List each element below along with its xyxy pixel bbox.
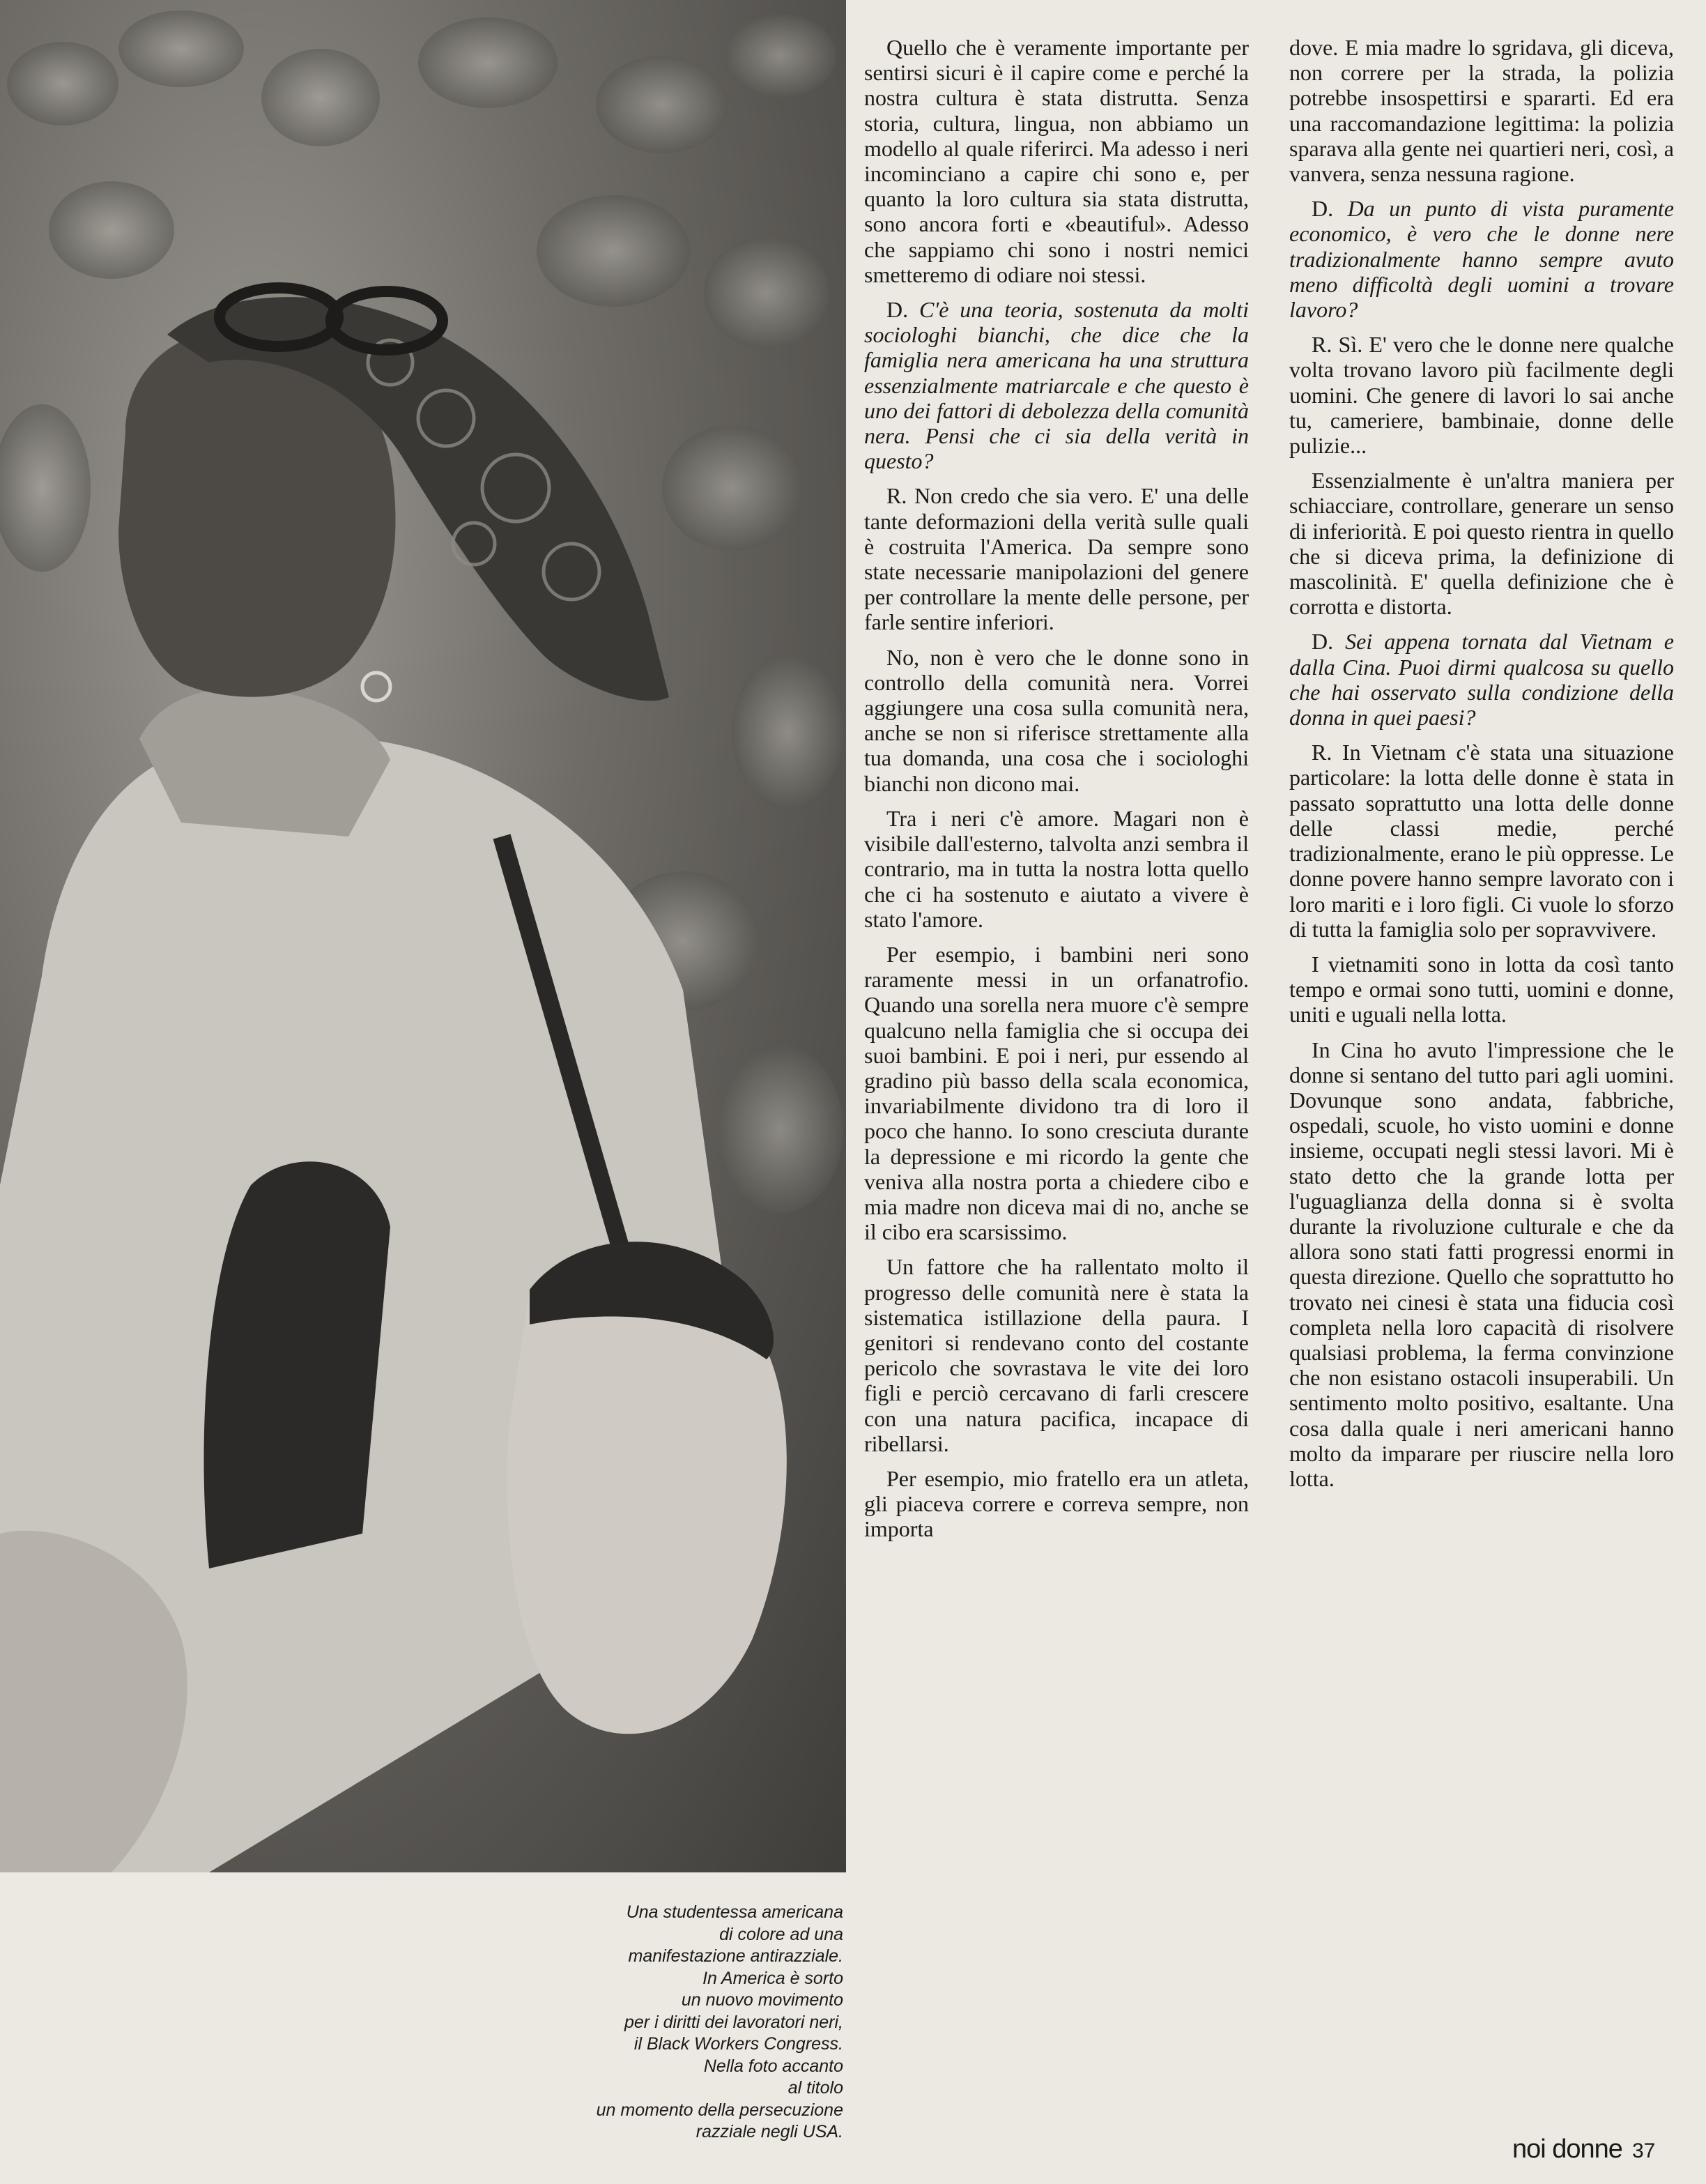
article-paragraph: Essenzialmente è un'altra maniera per schiacciare, controllare, generare un senso di inferiorità. E poi questo rientra in quello che si diceva prima, la definizione di mascolinità. E' quella definizione che è corrotta e distorta. bbox=[1289, 468, 1674, 620]
caption-line: il Black Workers Congress. bbox=[633, 2034, 843, 2054]
question-text: Da un punto di vista puramente economico, è vero che le donne nere tradizionalmente hanno sempre avuto meno difficoltà degli uomini a trovare lavoro? bbox=[1289, 196, 1675, 323]
photo-illustration bbox=[0, 0, 846, 1872]
article-paragraph: In Cina ho avuto l'impressione che le donne si sentano del tutto pari agli uomini. Dovunque sono andata, fabbriche, ospedali, scuole, ho visto uomini e donne insieme, occupati negli stessi lavori. Mi è stato detto che la grande lotta per l'uguaglianza della donna si è svolta durante la rivoluzione culturale e che da allora sono stati fatti progressi enormi in questa direzione. Quello che soprattutto ho trovato nei cinesi è stata una fiducia così completa nella loro capacità di risolvere qualsiasi problema, la ferma convinzione che non esistano ostacoli insuperabili. Un sentimento molto positivo, esaltante. Una cosa dalla quale i neri americani hanno molto da imparare per riuscire nella loro lotta. bbox=[1289, 1037, 1674, 1491]
caption-line: un momento della persecuzione bbox=[596, 2100, 843, 2120]
article-paragraph: Per esempio, i bambini neri sono raramente messi in un orfanatrofio. Quando una sorella nera muore c'è sempre qualcuno nella famiglia che si occupa dei suoi bambini. E poi i neri, pur essendo al gradino più basso della scala economica, invariabilmente dividono tra di loro il poco che hanno. Io sono cresciuta durante la depressione e mi ricordo la gente che veniva alla nostra porta a chiedere cibo e mia madre non diceva mai di no, anche se il cibo era scarsissimo. bbox=[864, 941, 1249, 1245]
caption-line: un nuovo movimento bbox=[681, 1990, 843, 2010]
article-column-2 bbox=[1289, 35, 1674, 1501]
question-marker: D. bbox=[1312, 629, 1346, 655]
article-paragraph: R. In Vietnam c'è stata una situazione particolare: la lotta delle donne è stata in passato soprattutto una lotta delle donne delle classi medie, perché tradizionalmente, erano le più oppresse. Le donne povere hanno sempre lavorato con i loro mariti e i loro figli. Ci vuole lo sforzo di tutta la famiglia solo per sopravvivere. bbox=[1289, 740, 1674, 942]
caption-line: Una studentessa americana bbox=[626, 1902, 843, 1922]
page-footer bbox=[1512, 2135, 1655, 2165]
interview-question bbox=[1289, 629, 1674, 730]
article-paragraph: Tra i neri c'è amore. Magari non è visibile dall'esterno, talvolta anzi sembra il contrario, ma in tutta la nostra lotta quello che ci ha sostenuto e aiutato a vivere è stato l'amore. bbox=[864, 805, 1249, 932]
article-paragraph: dove. E mia madre lo sgridava, gli diceva, non correre per la strada, la polizia potrebbe insospettirsi e spararti. Ed era una raccomandazione legittima: la polizia sparava alla gente nei quartieri neri, così, a vanvera, senza nessuna ragione. bbox=[1289, 35, 1674, 187]
article-paragraph: Per esempio, mio fratello era un atleta, gli piaceva correre e correva sempre, non importa bbox=[864, 1465, 1249, 1542]
question-text: C'è una teoria, sostenuta da molti sociologhi bianchi, che dice che la famiglia nera americana ha una struttura essenzialmente matriarcale e che questo è uno dei fattori di debolezza della comunità nera. Pensi che ci sia della verità in questo? bbox=[864, 297, 1250, 474]
caption-line: In America è sorto bbox=[702, 1968, 843, 1988]
article-column-1 bbox=[864, 35, 1249, 1552]
article-paragraph: Quello che è veramente importante per sentirsi sicuri è il capire come e perché la nostra cultura è stata distrutta. Senza storia, cultura, lingua, non abbiamo un modello al quale riferirci. Ma adesso i neri incominciano a capire chi sono e, per quanto la loro cultura sia stata distrutta, sono ancora forti e «beautiful». Adesso che sappiamo chi sono i nostri nemici smetteremo di odiare noi stessi. bbox=[864, 35, 1249, 287]
page-number: 37 bbox=[1631, 2139, 1656, 2162]
caption-line: al titolo bbox=[787, 2078, 843, 2098]
question-text: Sei appena tornata dal Vietnam e dalla Cina. Puoi dirmi qualcosa su quello che hai osservato sulla condizione della donna in quei paesi? bbox=[1289, 629, 1674, 731]
caption-line: per i diritti dei lavoratori neri, bbox=[624, 2012, 843, 2032]
article-paragraph: No, non è vero che le donne sono in controllo della comunità nera. Vorrei aggiungere una cosa sulla comunità nera, anche se non si riferisce strettamente alla tua domanda, una cosa che i sociologhi bianchi non dicono mai. bbox=[864, 644, 1249, 796]
interview-question bbox=[864, 297, 1249, 473]
interview-question bbox=[1289, 196, 1674, 322]
caption-line: razziale negli USA. bbox=[696, 2122, 843, 2141]
question-marker: D. bbox=[1312, 196, 1348, 222]
article-photo bbox=[0, 0, 846, 1872]
magazine-name: noi donne bbox=[1512, 2135, 1622, 2164]
caption-line: Nella foto accanto bbox=[703, 2056, 843, 2076]
article-paragraph: I vietnamiti sono in lotta da così tanto tempo e ormai sono tutti, uomini e donne, uniti e uguali nella lotta. bbox=[1289, 951, 1674, 1028]
photo-caption bbox=[446, 1902, 843, 2144]
caption-line: di colore ad una bbox=[719, 1924, 843, 1944]
caption-line: manifestazione antirazziale. bbox=[628, 1946, 843, 1966]
article-paragraph: R. Non credo che sia vero. E' una delle tante deformazioni della verità sulle quali è costruita l'America. Da sempre sono state necessarie manipolazioni del genere per controllare la mente delle persone, per farle sentire inferiori. bbox=[864, 483, 1249, 635]
question-marker: D. bbox=[886, 297, 920, 323]
article-paragraph: R. Sì. E' vero che le donne nere qualche volta trovano lavoro più facilmente degli uomini. Che genere di lavori lo sai anche tu, cameriere, bambinaie, donne delle pulizie... bbox=[1289, 332, 1674, 459]
article-paragraph: Un fattore che ha rallentato molto il progresso delle comunità nere è stata la sistematica istillazione della paura. I genitori si rendevano conto del costante pericolo che sovrastava le vite dei loro figli e perciò cercavano di farli crescere con una natura pacifica, incapace di ribellarsi. bbox=[864, 1254, 1249, 1456]
